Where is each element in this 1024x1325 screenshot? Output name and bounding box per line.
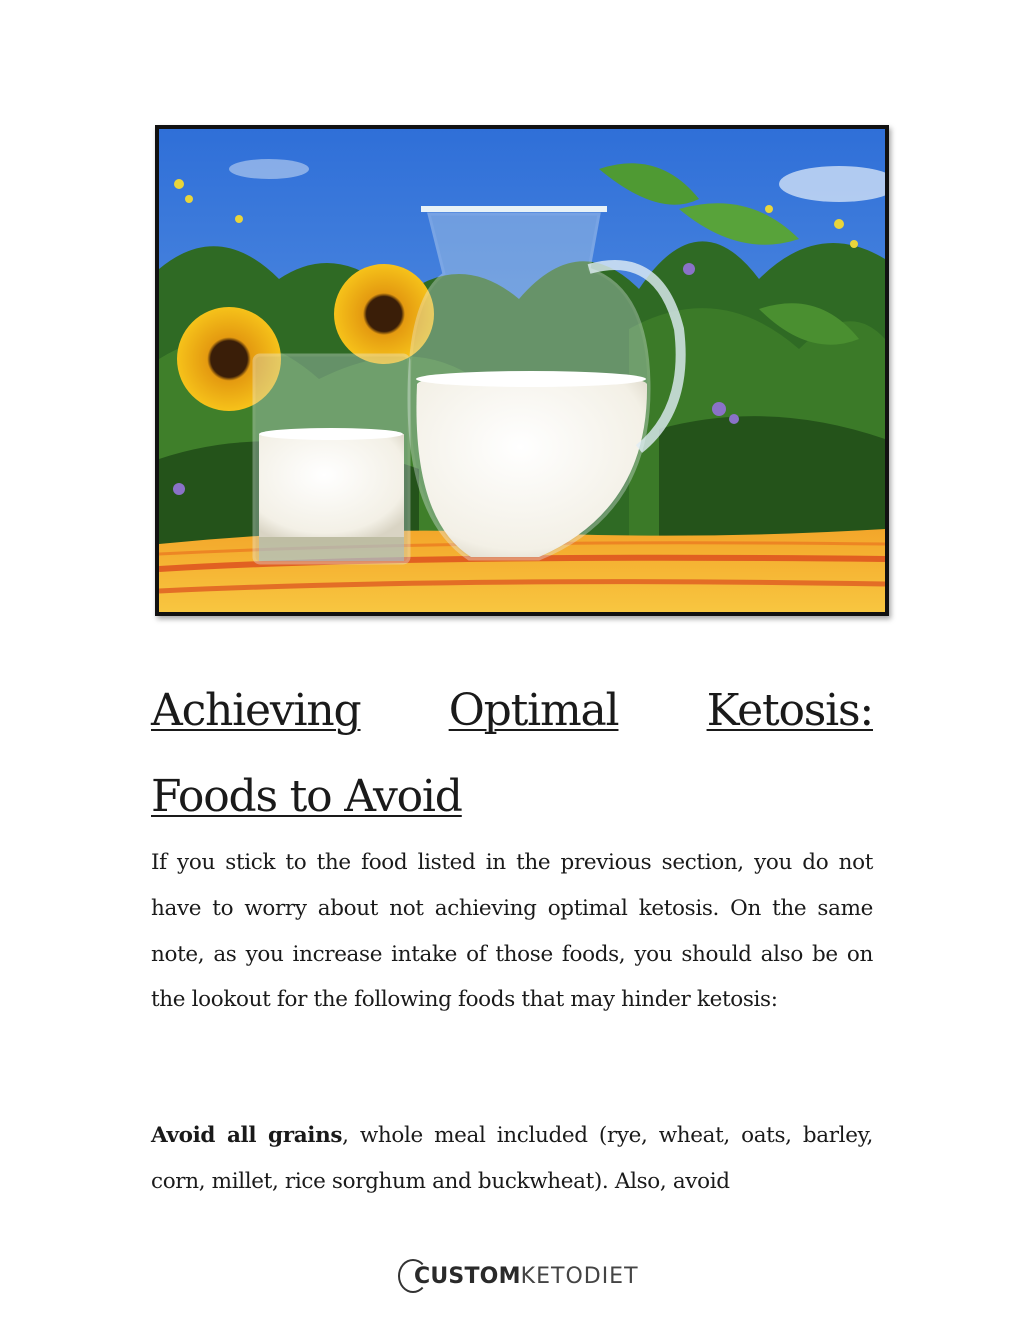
logo-text-bold: [414, 1264, 521, 1289]
heading-word-1: Achieving: [151, 685, 361, 736]
intro-paragraph: If you stick to the food listed in the previous section, you do not have to worry about not achieving optimal ketosis. On the same note, as you increase intake of those foods, you should also be on the lookout for the following foods that may hinder ketosis:: [151, 850, 873, 1013]
heading-line-1: [151, 668, 873, 754]
section-heading: [151, 668, 873, 840]
heading-word-2: Optimal: [448, 685, 619, 736]
logo-text-light: KETODIET: [520, 1263, 639, 1289]
milk-jug-sunflowers-image: [159, 129, 885, 612]
milk-photo: [155, 125, 889, 616]
grains-paragraph: [151, 1113, 873, 1205]
customketodiet-logo: [398, 1256, 639, 1296]
logo-bold-rest: USTOM: [430, 1263, 521, 1289]
logo-initial: C: [414, 1263, 431, 1289]
heading-subtitle: Foods to Avoid: [151, 771, 462, 822]
heading-line-2: [151, 754, 873, 840]
grains-lead: Avoid all grains: [151, 1123, 343, 1148]
heading-word-3: Ketosis:: [706, 685, 873, 736]
grains-text: , whole meal included (rye, wheat, oats, barley, corn, millet, rice sorghum and buckwheat). Also, avoid: [151, 1123, 873, 1194]
